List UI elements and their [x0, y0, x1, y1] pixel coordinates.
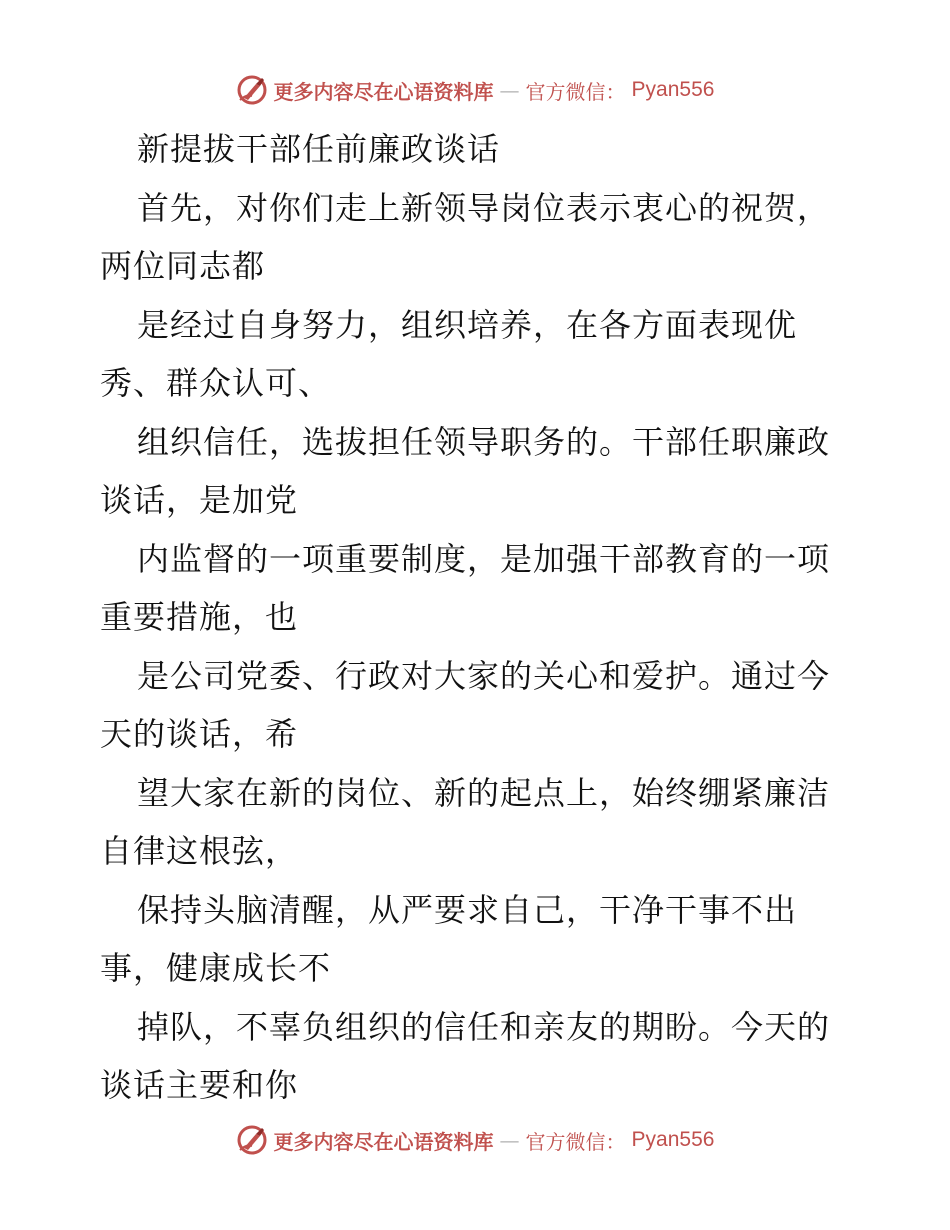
header-banner — [0, 70, 950, 110]
paragraph-line: 自律这根弦， — [100, 832, 299, 870]
paragraph-line: 两位同志都 — [100, 247, 266, 285]
footer-banner — [0, 1120, 950, 1160]
paragraph-line: 掉队，不辜负组织的信任和亲友的期盼。今天的 — [137, 1007, 831, 1046]
banner-wechat-id: Pyan556 — [631, 1128, 715, 1151]
paragraph-line: 是经过自身努力，组织培养，在各方面表现优 — [137, 305, 798, 344]
pen-logo-icon — [236, 1124, 268, 1156]
pen-logo-icon — [236, 74, 268, 106]
header-banner-content — [236, 74, 715, 106]
paragraph-line: 天的谈话，希 — [100, 715, 299, 753]
banner-title: 更多内容尽在心语资料库 — [273, 79, 494, 104]
banner-wechat-id: Pyan556 — [631, 78, 715, 101]
paragraph-line: 望大家在新的岗位、新的起点上，始终绷紧廉洁 — [137, 773, 831, 812]
banner-separator: — — [499, 78, 520, 102]
banner-title: 更多内容尽在心语资料库 — [273, 1129, 494, 1154]
document-title: 新提拔干部任前廉政谈话 — [137, 130, 501, 168]
paragraph-line: 保持头脑清醒，从严要求自己，干净干事不出 — [137, 890, 798, 929]
paragraph-line: 组织信任，选拔担任领导职务的。干部任职廉政 — [137, 422, 831, 461]
paragraph-line: 内监督的一项重要制度，是加强干部教育的一项 — [137, 539, 831, 578]
paragraph-line: 事，健康成长不 — [100, 949, 332, 987]
paragraph-line: 重要措施，也 — [100, 598, 299, 636]
document-body — [100, 120, 860, 1115]
paragraph-line: 秀、群众认可、 — [100, 364, 332, 402]
paragraph-line: 谈话主要和你 — [100, 1066, 299, 1104]
paragraph-line: 谈话，是加党 — [100, 481, 299, 519]
banner-wechat-label: 官方微信： — [525, 1129, 626, 1154]
paragraph-line: 首先，对你们走上新领导岗位表示衷心的祝贺， — [137, 188, 831, 227]
banner-wechat-label: 官方微信： — [525, 79, 626, 104]
footer-banner-content — [236, 1124, 715, 1156]
paragraph-line: 是公司党委、行政对大家的关心和爱护。通过今 — [137, 656, 831, 695]
banner-separator: — — [499, 1128, 520, 1152]
